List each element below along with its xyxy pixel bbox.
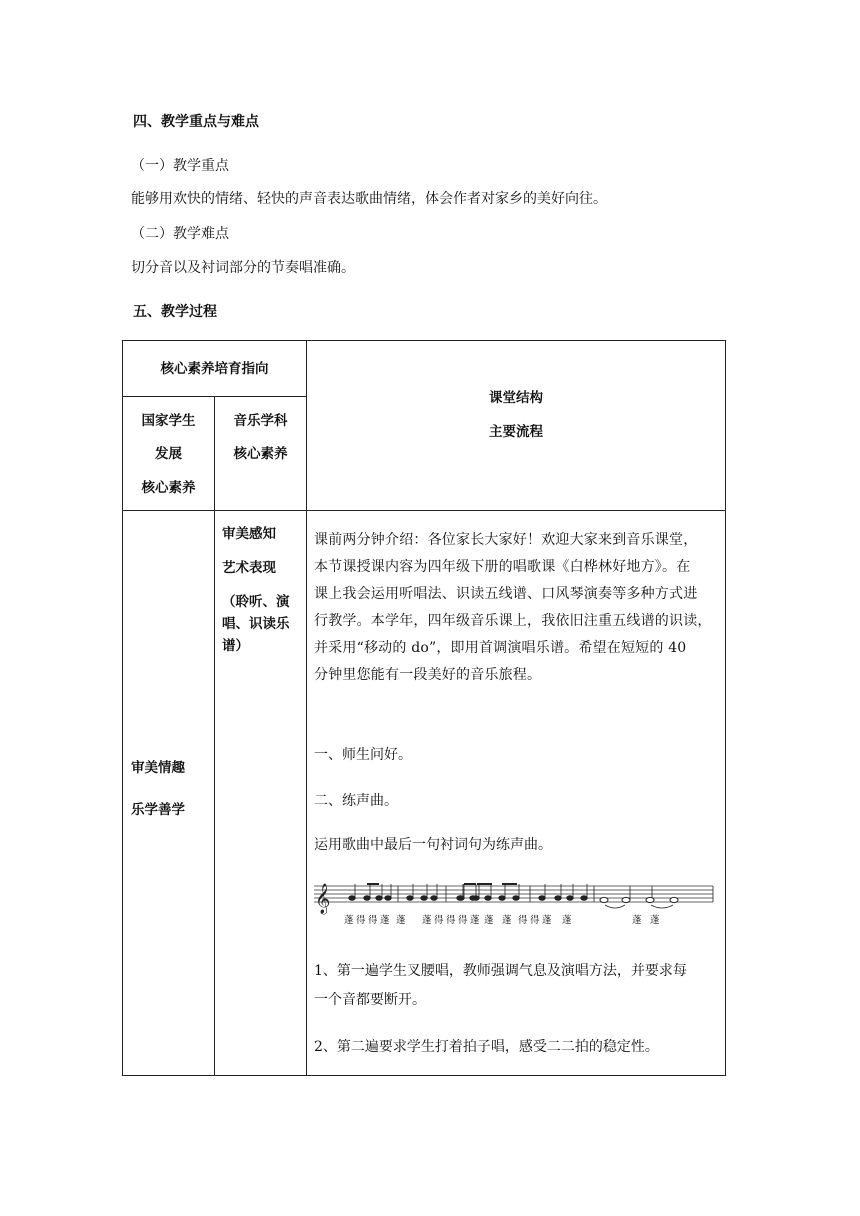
note1-line1: 1、第一遍学生叉腰唱，教师强调气息及演唱方法，并要求每 <box>314 963 687 979</box>
note-head <box>581 896 587 901</box>
intro-line: 课前两分钟介绍：各位家长大家好！欢迎大家来到音乐课堂， <box>314 532 698 548</box>
note-head <box>513 896 519 901</box>
lyric-syllable: 蓬 <box>396 915 406 926</box>
note-head <box>385 896 391 901</box>
note-head <box>622 897 630 902</box>
intro-line: 行教学。本学年，四年级音乐课上，我依旧注重五线谱的识读， <box>314 613 712 629</box>
vocalise-lyrics <box>312 912 716 928</box>
section4-title: 四、教学重点与难点 <box>133 114 259 130</box>
lyric-syllable: 得 <box>356 915 366 926</box>
note-head <box>499 896 505 901</box>
col1-header-line1: 国家学生 <box>141 413 196 429</box>
lyric-syllable: 蓬 <box>344 915 354 926</box>
lyric-syllable: 蓬 <box>562 915 572 926</box>
section5-title: 五、教学过程 <box>133 304 217 320</box>
lyric-syllable: 得 <box>458 915 468 926</box>
note1-line2: 一个音都要断开。 <box>314 992 426 1008</box>
header-class-structure: 课堂结构 <box>489 390 543 406</box>
header-main-process: 主要流程 <box>489 424 543 440</box>
note-head <box>567 896 573 901</box>
col2-header-line1: 音乐学科 <box>233 413 288 429</box>
left-cell-learning: 乐学善学 <box>131 802 185 818</box>
mid-cell-detail-1: （聆听、演 <box>222 594 290 610</box>
section4-text1: 能够用欢快的情绪、轻快的声音表达歌曲情绪，体会作者对家乡的美好向往。 <box>131 191 607 207</box>
col1-header-line2: 发展 <box>155 446 182 462</box>
section4-sub1: （一）教学重点 <box>131 158 229 174</box>
note-head <box>376 896 382 901</box>
intro-line: 并采用“移动的 do”，即用首调演唱乐谱。希望在短短的 40 <box>314 640 687 656</box>
intro-line: 分钟里您能有一段美好的音乐旅程。 <box>314 667 542 683</box>
lyric-syllable: 得 <box>530 915 540 926</box>
tie <box>605 905 625 908</box>
note-head <box>485 896 491 901</box>
note-head <box>646 897 654 902</box>
mid-cell-expression: 艺术表现 <box>222 560 276 576</box>
step-vocalise: 二、练声曲。 <box>314 793 398 809</box>
lyric-syllable: 蓬 <box>380 915 390 926</box>
note-head <box>600 897 608 902</box>
step-greeting: 一、师生问好。 <box>314 747 412 763</box>
note-head <box>431 896 437 901</box>
mid-cell-detail-2: 唱、识读乐 <box>222 616 290 632</box>
lyric-syllable: 得 <box>434 915 444 926</box>
note2: 2、第二遍要求学生打着拍子唱，感受二二拍的稳定性。 <box>314 1039 659 1055</box>
note-head <box>407 896 413 901</box>
lyric-syllable: 蓬 <box>484 915 494 926</box>
lyric-syllable: 蓬 <box>632 915 642 926</box>
lyric-syllable: 得 <box>518 915 528 926</box>
svg-text:𝄞: 𝄞 <box>315 884 331 914</box>
lyric-syllable: 蓬 <box>502 915 512 926</box>
note-head <box>670 897 678 902</box>
lyric-syllable: 得 <box>368 915 378 926</box>
note-head <box>458 896 464 901</box>
note-head <box>349 896 355 901</box>
step-vocalise-desc: 运用歌曲中最后一句衬词句为练声曲。 <box>314 837 552 853</box>
lyric-syllable: 得 <box>446 915 456 926</box>
header-core-literacy: 核心素养培育指向 <box>160 361 269 377</box>
intro-line: 课上我会运用听唱法、识读五线谱、口风琴演奏等多种方式进 <box>314 586 698 602</box>
left-cell-aesthetic: 审美情趣 <box>131 760 185 776</box>
lyric-syllable: 蓬 <box>542 915 552 926</box>
lyric-syllable: 蓬 <box>650 915 660 926</box>
note-head <box>555 896 561 901</box>
intro-paragraph <box>314 527 716 689</box>
col2-header-line2: 核心素养 <box>233 446 288 462</box>
lyric-syllable: 蓬 <box>422 915 432 926</box>
note-head <box>539 896 545 901</box>
col1-header-line3: 核心素养 <box>141 480 196 496</box>
note-head <box>421 896 427 901</box>
note-head <box>364 896 370 901</box>
section4-sub2: （二）教学难点 <box>131 226 229 242</box>
note-head <box>470 896 476 901</box>
mid-cell-detail-3: 谱） <box>222 638 249 654</box>
section4-text2: 切分音以及衬词部分的节奏唱准确。 <box>131 260 355 276</box>
mid-cell-perception: 审美感知 <box>222 526 276 542</box>
lyric-syllable: 蓬 <box>470 915 480 926</box>
tie <box>651 905 673 908</box>
intro-line: 本节课授课内容为四年级下册的唱歌课《白桦林好地方》。在 <box>314 559 691 575</box>
